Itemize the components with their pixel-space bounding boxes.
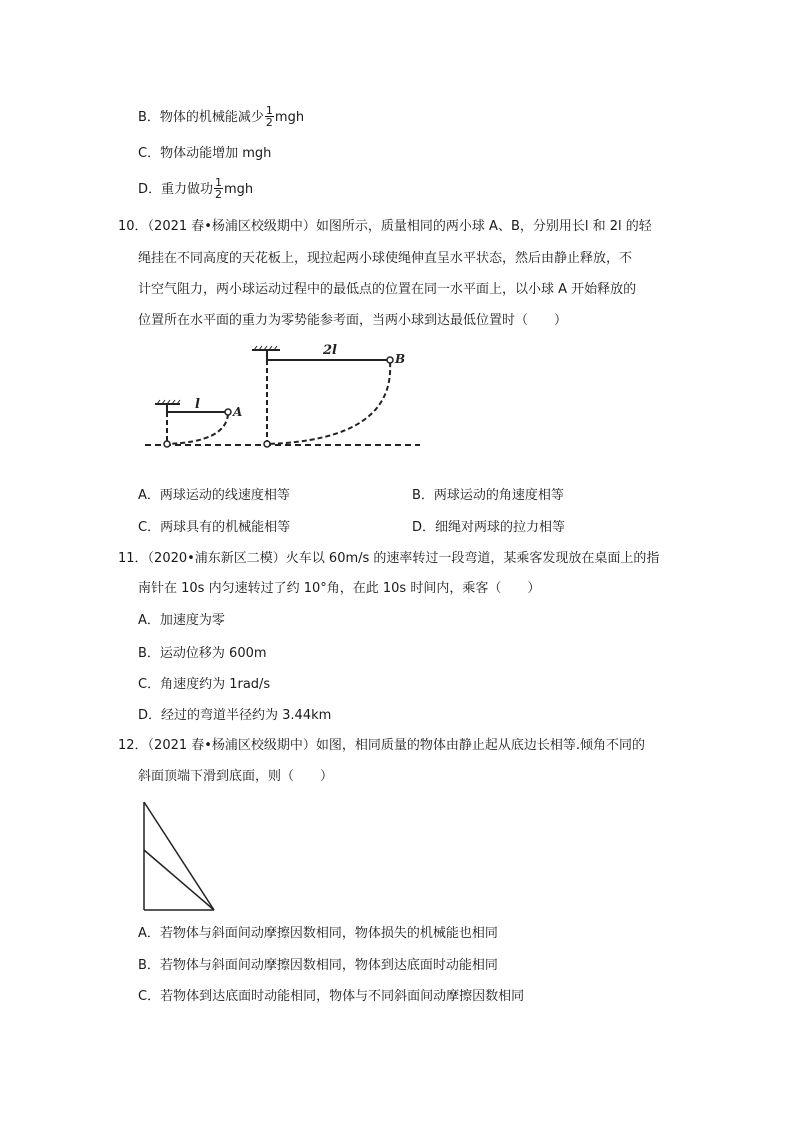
q11-stem-line-2: 南针在 10s 内匀速转过了约 10°角，在此 10s 时间内，乘客（ ） xyxy=(138,581,541,596)
q9-option-d xyxy=(138,178,253,201)
q10-stem-line-1: 10．（2021 春•杨浦区校级期中）如图所示，质量相同的两小球 A、B，分别用长l 和 2l 的轻 xyxy=(118,219,652,234)
q9-option-b-suffix: mgh xyxy=(274,110,305,125)
q12-stem-line-1: 12．（2021 春•杨浦区校级期中）如图，相同质量的物体由静止起从底边长相等.倾角不同的 xyxy=(118,738,646,753)
arc-a xyxy=(167,414,228,444)
fraction-numerator: 1 xyxy=(265,104,273,117)
fraction-denominator: 2 xyxy=(215,188,223,201)
q11-stem-line-1: 11．（2020•浦东新区二模）火车以 60m/s 的速率转过一段弯道，某乘客发现放在桌面上的指 xyxy=(118,551,660,566)
q11-option-a: A．加速度为零 xyxy=(138,613,225,628)
q11-option-c: C．角速度约为 1rad/s xyxy=(138,677,271,692)
fraction-numerator: 1 xyxy=(215,176,223,189)
label-a: A xyxy=(233,405,243,419)
q9-option-d-suffix: mgh xyxy=(224,182,254,197)
q12-incline-figure xyxy=(140,800,220,915)
q9-option-d-text: D．重力做功 xyxy=(138,182,214,197)
shallow-incline xyxy=(144,850,214,910)
label-l: l xyxy=(195,397,200,412)
q11-option-b: B．运动位移为 600m xyxy=(138,646,267,661)
fraction xyxy=(214,177,223,200)
steep-incline xyxy=(144,802,214,910)
q10-option-a: A．两球运动的线速度相等 xyxy=(138,488,290,503)
q9-option-c: C．物体动能增加 mgh xyxy=(138,146,272,161)
q9-option-b-text: B．物体的机械能减少 xyxy=(138,110,264,125)
q11-option-d: D．经过的弯道半径约为 3.44km xyxy=(138,708,332,723)
ball-b xyxy=(387,357,393,363)
label-2l: 2l xyxy=(323,343,337,358)
q10-option-c: C．两球具有的机械能相等 xyxy=(138,520,291,535)
q12-option-b: B．若物体与斜面间动摩擦因数相同，物体到达底面时动能相同 xyxy=(138,958,498,973)
q9-option-b xyxy=(138,106,304,129)
fraction xyxy=(265,105,274,128)
q10-option-d: D．细绳对两球的拉力相等 xyxy=(412,520,566,535)
fraction-denominator: 2 xyxy=(265,116,273,129)
q10-stem-line-4: 位置所在水平面的重力为零势能参考面，当两小球到达最低位置时（ ） xyxy=(138,313,568,328)
q10-stem-line-3: 计空气阻力，两小球运动过程中的最低点的位置在同一水平面上，以小球 A 开始释放的 xyxy=(138,282,637,297)
label-b: B xyxy=(395,352,406,366)
q10-stem-line-2: 绳挂在不同高度的天花板上，现拉起两小球使绳伸直呈水平状态，然后由静止释放，不 xyxy=(138,251,633,266)
q12-stem-line-2: 斜面顶端下滑到底面，则（ ） xyxy=(138,769,334,784)
arc-b xyxy=(267,362,390,444)
q12-option-c: C．若物体到达底面时动能相同，物体与不同斜面间动摩擦因数相同 xyxy=(138,989,525,1004)
q10-pendulum-figure xyxy=(140,340,425,455)
q12-option-a: A．若物体与斜面间动摩擦因数相同，物体损失的机械能也相同 xyxy=(138,926,498,941)
q10-option-b: B．两球运动的角速度相等 xyxy=(412,488,564,503)
ball-a xyxy=(225,409,231,415)
